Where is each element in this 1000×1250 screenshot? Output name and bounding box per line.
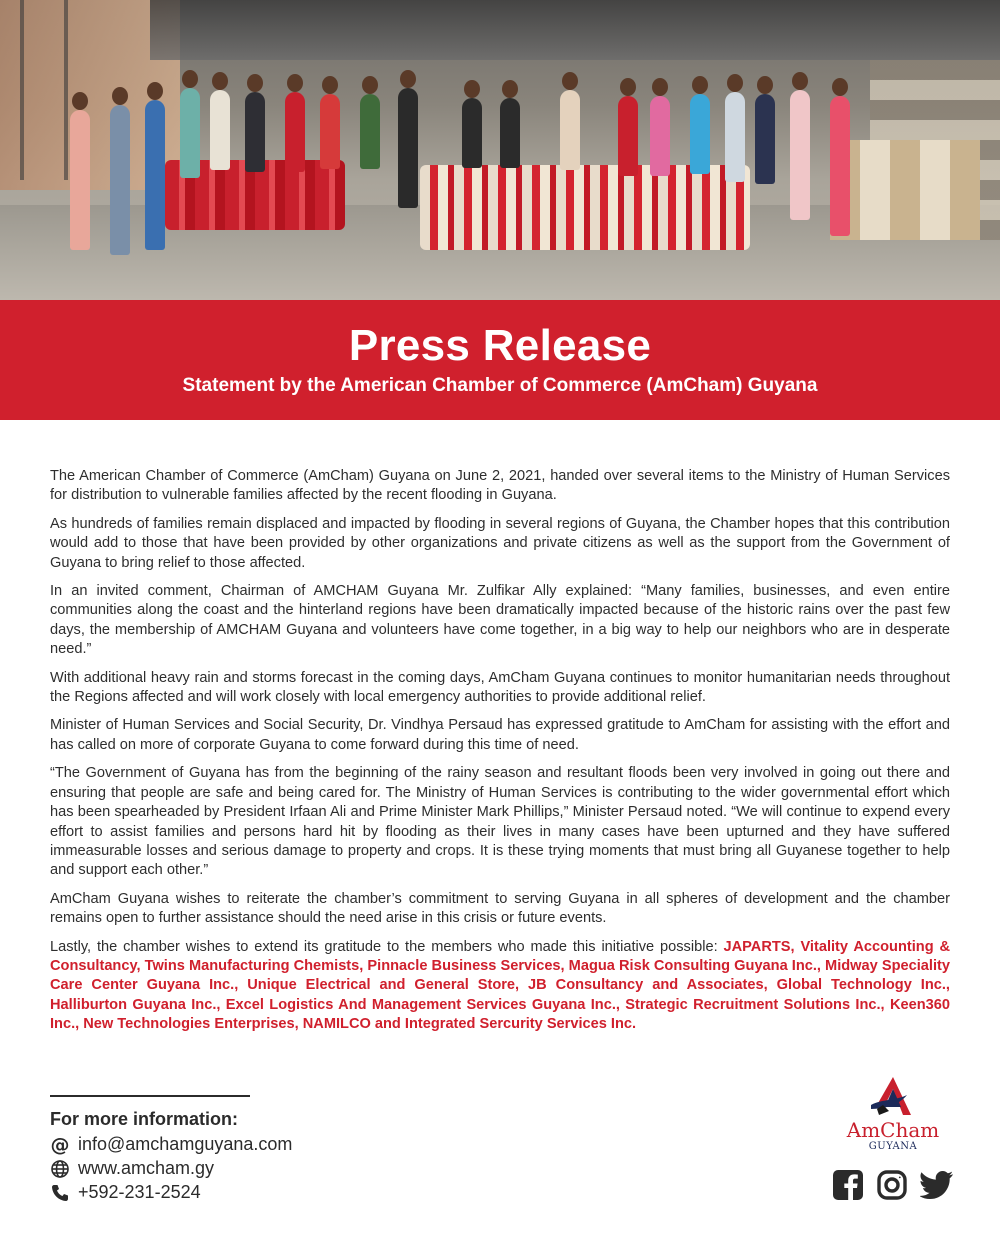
page-title: Press Release xyxy=(348,321,652,370)
globe-icon xyxy=(50,1159,70,1179)
paragraph: AmCham Guyana wishes to reiterate the chamber’s commitment to serving Guyana in all spheres of development and the chamber remains open to further assistance should the need arise in this crisis or future events. xyxy=(50,890,950,927)
contact-phone[interactable] xyxy=(50,1182,201,1203)
paragraph: The American Chamber of Commerce (AmCham) Guyana on June 2, 2021, handed over several items to the Ministry of Human Services for distribution to vulnerable families affected by the recent flooding in Guyana. xyxy=(50,468,950,504)
paragraph: In an invited comment, Chairman of AMCHAM Guyana Mr. Zulfikar Ally explained: “Many families, businesses, and even entire communities along the coast and the hinterland regions have been dramatically impacted because of the historic rains over the past few days, the membership of AMCHAM Guyana and volunteers have come together, in a big way to help our neighbors who are in desperate need.” xyxy=(50,583,950,658)
phone-icon xyxy=(50,1183,70,1203)
paragraph: As hundreds of families remain displaced and impacted by flooding in several regions of Guyana, the Chamber hopes that this contribution would add to those that have been provided by other organizations and private citizens as well as the support from the Government of Guyana to bring relief to those affected. xyxy=(50,515,950,571)
footer-divider xyxy=(50,1095,250,1097)
social-links xyxy=(832,1168,952,1202)
page-subtitle: Statement by the American Chamber of Commerce (AmCham) Guyana xyxy=(182,375,818,396)
paragraph: “The Government of Guyana has from the beginning of the rainy season and resultant floods been very involved in going out there and ensuring that people are safe and being cared for. The Ministry of Human Services is contributing to the wider governmental effort which has been spearheaded by President Irfaan Ali and Prime Minister Mark Phillips,” Minister Persaud noted. “We will continue to expend every effort to assist families and persons hard hit by flooding as their lives in many cases have been upturned and they have suffered immeasurable losses and serious damage to property and crops. It is these trying moments that must bring all Guyanese together to help and support each other.” xyxy=(50,765,950,879)
title-banner xyxy=(0,300,1000,420)
phone-number[interactable]: +592-231-2524 xyxy=(78,1182,201,1202)
facebook-icon[interactable] xyxy=(832,1169,864,1201)
sponsor-list: JAPARTS, Vitality Accounting & Consultancy, Twins Manufacturing Chemists, Pinnacle Business Services, Magua Risk Consulting Guyana Inc., Midway Speciality Care Center Guyana Inc., Unique Electrical and General Store, JB Consultancy and Associates, Global Technology Inc., Halliburton Guyana Inc., Excel Logistics And Management Services Guyana Inc., Strategic Recruitment Solutions Inc., Keen360 Inc., New Technologies Enterprises, NAMILCO and Integrated Sercurity Services Inc. xyxy=(50,938,951,1033)
press-release-body xyxy=(50,467,950,1044)
email-link[interactable]: info@amchamguyana.com xyxy=(78,1134,293,1154)
donation-bags-mixed xyxy=(420,165,750,250)
website-link[interactable]: www.amcham.gy xyxy=(78,1158,215,1178)
hero-photo xyxy=(0,0,1000,300)
paragraph: Minister of Human Services and Social Security, Dr. Vindhya Persaud has expressed gratitude to AmCham for assisting with the effort and has called on more of corporate Guyana to come forward during this time of need. xyxy=(50,717,950,753)
paragraph: With additional heavy rain and storms forecast in the coming days, AmCham Guyana continues to monitor humanitarian needs throughout the Regions affected and will work closely with local emergency authorities to provide additional relief. xyxy=(50,669,950,706)
twitter-icon[interactable] xyxy=(920,1169,952,1201)
amcham-logo-mark xyxy=(865,1075,921,1119)
instagram-icon[interactable] xyxy=(876,1169,908,1201)
svg-text:@: @ xyxy=(50,1134,70,1155)
contact-website[interactable] xyxy=(50,1158,214,1179)
closing-intro: Lastly, the chamber wishes to extend its gratitude to the members who made this initiative possible: xyxy=(50,938,724,955)
closing-paragraph xyxy=(50,938,950,1035)
more-info-heading: For more information: xyxy=(50,1109,238,1129)
contact-email[interactable] xyxy=(50,1134,292,1155)
logo-subtitle: GUYANA xyxy=(868,1141,918,1152)
at-sign-icon xyxy=(50,1135,70,1155)
logo-name: AmCham xyxy=(846,1118,940,1142)
amcham-logo xyxy=(838,1075,948,1160)
